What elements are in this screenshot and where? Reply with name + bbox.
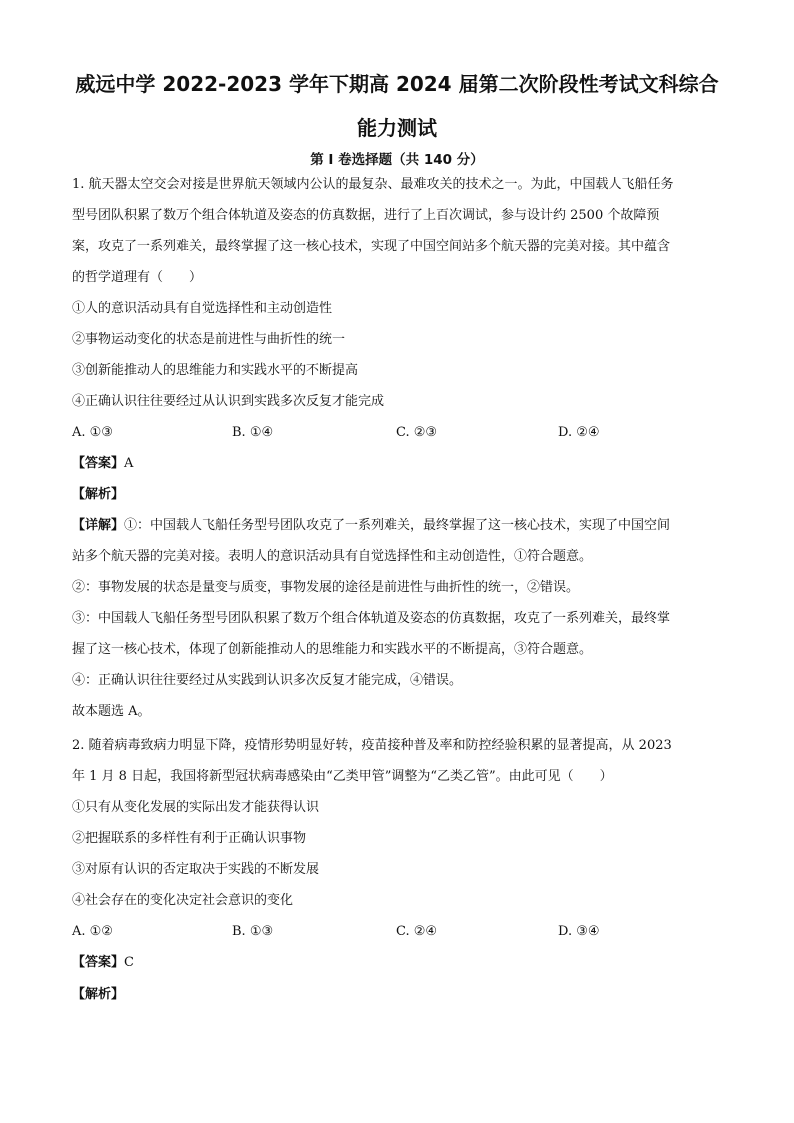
- q1-stem-line-3: 案，攻克了一系列难关，最终掌握了这一核心技术，实现了中国空间站多个航天器的完美对接。其中蕴含: [72, 239, 671, 254]
- q2-statement-1: ①只有从变化发展的实际出发才能获得认识: [72, 800, 320, 815]
- q2-answer: [72, 954, 134, 972]
- q1-detail-line-5: 握了这一核心技术，体现了创新能推动人的思维能力和实践水平的不断提高，③符合题意。: [72, 642, 593, 657]
- q1-detail-line-2: 站多个航天器的完美对接。表明人的意识活动具有自觉选择性和主动创造性，①符合题意。: [72, 549, 593, 564]
- q1-stem-line-4: 的哲学道理有（ ）: [72, 270, 203, 285]
- q2-option-c: C. ②④: [396, 924, 438, 939]
- q1-detail-line-6: ④：正确认识往往要经过从实践到认识多次反复才能完成，④错误。: [72, 673, 463, 688]
- q2-option-d: D. ③④: [558, 924, 600, 939]
- q1-statement-2: ②事物运动变化的状态是前进性与曲折性的统一: [72, 332, 346, 347]
- exam-title-line-2: 能力测试: [357, 116, 437, 140]
- q1-detail-line-3: ②：事物发展的状态是量变与质变，事物发展的途径是前进性与曲折性的统一，②错误。: [72, 580, 580, 595]
- q1-stem-line-2: 型号团队积累了数万个组合体轨道及姿态的仿真数据，进行了上百次调试，参与设计约 2500 个故障预: [72, 208, 660, 223]
- q2-analysis-tag: 【解析】: [72, 987, 125, 1002]
- q1-option-a: A. ①③: [72, 425, 113, 440]
- q1-stem-line-1: 1. 航天器太空交会对接是世界航天领域内公认的最复杂、最难攻关的技术之一。为此，中国载人飞船任务: [72, 177, 674, 192]
- q1-analysis: [72, 486, 124, 504]
- q1-detail-text-1: ①：中国载人飞船任务型号团队攻克了一系列难关，最终掌握了这一核心技术，实现了中国空间: [124, 518, 671, 533]
- q1-analysis-tag: 【解析】: [72, 487, 125, 502]
- exam-title-line-1: 威远中学 2022-2023 学年下期高 2024 届第二次阶段性考试文科综合: [75, 72, 719, 96]
- q2-stem-line-2: 年 1 月 8 日起，我国将新型冠状病毒感染由“乙类甲管”调整为“乙类乙管”。由此可见（ ）: [72, 769, 613, 784]
- q1-detail-line-1: [72, 517, 670, 535]
- q2-statement-2: ②把握联系的多样性有利于正确认识事物: [72, 831, 307, 846]
- q1-answer-tag: 【答案】: [72, 456, 125, 471]
- section-heading: 第 I 卷选择题（共 140 分）: [310, 152, 484, 168]
- q1-detail-line-4: ③：中国载人飞船任务型号团队积累了数万个组合体轨道及姿态的仿真数据，攻克了一系列难关，最终掌: [72, 611, 671, 626]
- q2-statement-4: ④社会存在的变化决定社会意识的变化: [72, 893, 294, 908]
- q2-stem-line-1: 2. 随着病毒致病力明显下降，疫情形势明显好转，疫苗接种普及率和防控经验积累的显著提高，从 2023: [72, 738, 672, 753]
- q1-statement-3: ③创新能推动人的思维能力和实践水平的不断提高: [72, 363, 359, 378]
- q1-statement-1: ①人的意识活动具有自觉选择性和主动创造性: [72, 301, 333, 316]
- q1-answer: [72, 455, 133, 473]
- q1-detail-tag: 【详解】: [72, 518, 125, 533]
- q2-statement-3: ③对原有认识的否定取决于实践的不断发展: [72, 862, 320, 877]
- q2-option-b: B. ①③: [232, 924, 274, 939]
- q1-detail-line-7: 故本题选 A。: [72, 704, 151, 719]
- q1-answer-value: A: [124, 456, 134, 471]
- q1-statement-4: ④正确认识往往要经过从认识到实践多次反复才能完成: [72, 394, 385, 409]
- q2-answer-tag: 【答案】: [72, 955, 125, 970]
- q1-option-d: D. ②④: [558, 425, 600, 440]
- q2-option-a: A. ①②: [72, 924, 113, 939]
- q1-option-c: C. ②③: [396, 425, 438, 440]
- q1-option-b: B. ①④: [232, 425, 274, 440]
- q2-analysis: [72, 986, 124, 1004]
- q2-answer-value: C: [124, 955, 134, 970]
